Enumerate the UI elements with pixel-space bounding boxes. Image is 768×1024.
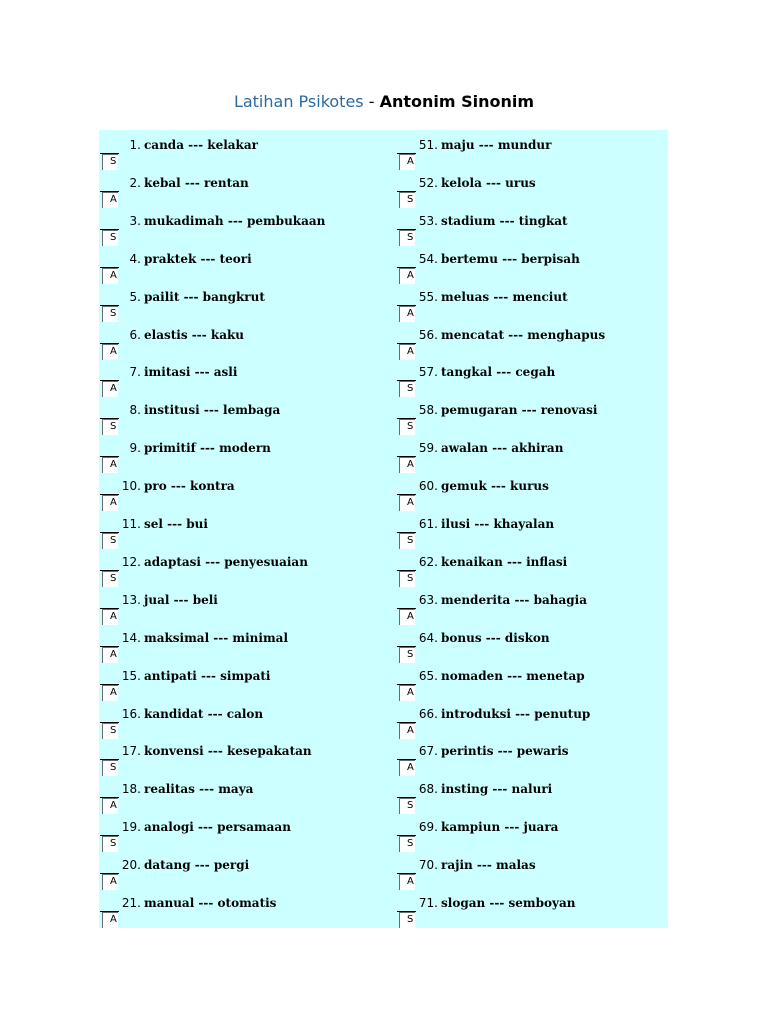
word-pair: gemuk --- kurus [441, 479, 549, 494]
word-pair: bertemu --- berpisah [441, 251, 580, 266]
question-item [99, 288, 369, 324]
question-number: 12. [121, 554, 141, 569]
question-number: 55. [418, 289, 438, 304]
question-number: 10. [121, 479, 141, 494]
question-number: 52. [418, 175, 438, 190]
question-number: 4. [129, 251, 141, 266]
question-item [99, 326, 369, 362]
answer-box[interactable]: S [399, 571, 415, 587]
question-item [396, 401, 666, 437]
question-number: 8. [129, 403, 141, 418]
question-item [99, 553, 369, 589]
answer-box[interactable]: A [102, 609, 118, 625]
question-number: 15. [121, 668, 141, 683]
word-pair: rajin --- malas [441, 858, 536, 873]
question-item [396, 515, 666, 551]
question-item [396, 856, 666, 892]
question-item [396, 742, 666, 778]
question-item [396, 705, 666, 741]
question-item [396, 667, 666, 703]
answer-box[interactable]: A [399, 609, 415, 625]
answer-box[interactable]: S [399, 836, 415, 852]
word-pair: antipati --- simpati [144, 668, 271, 683]
page-title [0, 92, 768, 111]
word-pair: slogan --- semboyan [441, 896, 576, 910]
question-item [99, 401, 369, 437]
question-item [396, 136, 666, 172]
answer-box[interactable]: S [102, 154, 118, 170]
question-item [99, 591, 369, 627]
question-number: 58. [418, 403, 438, 418]
question-item [396, 629, 666, 665]
word-pair: analogi --- persamaan [144, 820, 291, 835]
answer-box[interactable]: S [399, 647, 415, 663]
word-pair: pemugaran --- renovasi [441, 403, 598, 418]
word-pair: introduksi --- penutup [441, 706, 591, 721]
question-number: 20. [121, 858, 141, 873]
word-pair: konvensi --- kesepakatan [144, 744, 312, 759]
question-item [99, 250, 369, 286]
answer-box[interactable]: A [399, 268, 415, 284]
question-number: 1. [129, 138, 141, 152]
question-item [99, 363, 369, 399]
question-item [99, 780, 369, 816]
question-number: 9. [129, 441, 141, 456]
question-number: 54. [418, 251, 438, 266]
question-item [99, 818, 369, 854]
word-pair: adaptasi --- penyesuaian [144, 554, 308, 569]
answer-box[interactable]: A [102, 647, 118, 663]
answer-box[interactable]: A [399, 685, 415, 701]
word-pair: imitasi --- asli [144, 365, 238, 380]
question-number: 3. [129, 213, 141, 228]
question-item [99, 136, 369, 172]
question-number: 16. [121, 706, 141, 721]
question-number: 67. [418, 744, 438, 759]
question-number: 5. [129, 289, 141, 304]
answer-box[interactable]: A [102, 381, 118, 397]
question-number: 57. [418, 365, 438, 380]
question-item [396, 477, 666, 513]
word-pair: perintis --- pewaris [441, 744, 569, 759]
answer-box[interactable]: S [102, 230, 118, 246]
word-pair: insting --- naluri [441, 782, 553, 797]
question-item [396, 818, 666, 854]
question-item [396, 780, 666, 816]
answer-box[interactable]: A [399, 760, 415, 776]
question-number: 59. [418, 441, 438, 456]
answer-box[interactable]: S [399, 798, 415, 814]
word-pair: kebal --- rentan [144, 175, 249, 190]
question-number: 66. [418, 706, 438, 721]
question-item [99, 629, 369, 665]
word-pair: kampiun --- juara [441, 820, 559, 835]
question-item [396, 591, 666, 627]
question-number: 69. [418, 820, 438, 835]
question-item [99, 856, 369, 892]
answer-box[interactable]: A [102, 874, 118, 890]
word-pair: nomaden --- menetap [441, 668, 585, 683]
answer-box[interactable]: A [102, 912, 118, 928]
word-pair: mencatat --- menghapus [441, 327, 606, 342]
answer-box[interactable]: A [399, 306, 415, 322]
question-number: 61. [418, 517, 438, 531]
question-number: 18. [121, 782, 141, 797]
word-pair: stadium --- tingkat [441, 213, 568, 228]
question-number: 6. [129, 327, 141, 342]
answer-box[interactable]: S [399, 192, 415, 208]
answer-box[interactable]: A [399, 495, 415, 511]
answer-box[interactable]: A [102, 685, 118, 701]
word-pair: kelola --- urus [441, 175, 536, 190]
title-sub: Antonim Sinonim [379, 92, 535, 111]
word-pair: menderita --- bahagia [441, 592, 587, 607]
question-number: 14. [121, 630, 141, 645]
answer-box[interactable]: A [399, 344, 415, 360]
answer-box[interactable]: S [102, 419, 118, 435]
answer-box[interactable]: S [399, 230, 415, 246]
question-item [99, 477, 369, 513]
word-pair: tangkal --- cegah [441, 365, 556, 380]
answer-box[interactable]: A [102, 192, 118, 208]
word-pair: kandidat --- calon [144, 706, 264, 721]
answer-box[interactable]: A [102, 495, 118, 511]
question-item [396, 363, 666, 399]
answer-box[interactable]: A [399, 154, 415, 170]
answer-box[interactable]: S [399, 912, 415, 928]
question-number: 63. [418, 592, 438, 607]
answer-box[interactable]: A [102, 268, 118, 284]
question-number: 70. [418, 858, 438, 873]
answer-box[interactable]: S [102, 760, 118, 776]
question-number: 56. [418, 327, 438, 342]
question-number: 19. [121, 820, 141, 835]
question-item [99, 894, 369, 930]
word-pair: pro --- kontra [144, 479, 235, 494]
question-item [99, 439, 369, 475]
word-pair: ilusi --- khayalan [441, 517, 555, 531]
word-pair: institusi --- lembaga [144, 403, 281, 418]
word-pair: praktek --- teori [144, 251, 252, 266]
word-pair: maju --- mundur [441, 138, 552, 152]
question-number: 17. [121, 744, 141, 759]
word-pair: mukadimah --- pembukaan [144, 213, 326, 228]
word-pair: jual --- beli [144, 592, 218, 607]
question-number: 7. [129, 365, 141, 380]
question-number: 53. [418, 213, 438, 228]
question-item [396, 250, 666, 286]
word-pair: maksimal --- minimal [144, 630, 288, 645]
question-number: 68. [418, 782, 438, 797]
question-number: 51. [418, 138, 438, 152]
question-item [396, 288, 666, 324]
answer-box[interactable]: S [102, 723, 118, 739]
question-number: 71. [418, 896, 438, 910]
word-pair: datang --- pergi [144, 858, 250, 873]
answer-box[interactable]: S [399, 419, 415, 435]
answer-box[interactable]: A [399, 723, 415, 739]
answer-box[interactable]: A [102, 798, 118, 814]
question-number: 2. [129, 175, 141, 190]
question-item [99, 174, 369, 210]
answer-box[interactable]: A [102, 457, 118, 473]
title-main: Latihan Psikotes [233, 92, 364, 111]
answer-box[interactable]: S [102, 533, 118, 549]
answer-box[interactable]: S [399, 533, 415, 549]
word-pair: sel --- bui [144, 517, 208, 531]
question-number: 11. [121, 517, 141, 531]
question-number: 62. [418, 554, 438, 569]
word-pair: realitas --- maya [144, 782, 254, 797]
word-pair: elastis --- kaku [144, 327, 245, 342]
answer-box[interactable]: S [399, 381, 415, 397]
question-item [396, 553, 666, 589]
answer-box[interactable]: A [399, 874, 415, 890]
question-item [99, 667, 369, 703]
question-item [396, 894, 666, 930]
question-item [99, 515, 369, 551]
question-number: 21. [121, 896, 141, 910]
word-pair: pailit --- bangkrut [144, 289, 265, 304]
answer-box[interactable]: S [102, 306, 118, 322]
answer-box[interactable]: S [102, 836, 118, 852]
question-number: 60. [418, 479, 438, 494]
question-item [99, 212, 369, 248]
question-number: 64. [418, 630, 438, 645]
word-pair: kenaikan --- inflasi [441, 554, 568, 569]
question-item [99, 742, 369, 778]
question-sheet [99, 130, 668, 928]
question-item [396, 439, 666, 475]
question-item [396, 212, 666, 248]
question-item [396, 174, 666, 210]
word-pair: manual --- otomatis [144, 896, 277, 910]
question-item [99, 705, 369, 741]
word-pair: meluas --- menciut [441, 289, 568, 304]
word-pair: canda --- kelakar [144, 138, 258, 152]
word-pair: awalan --- akhiran [441, 441, 564, 456]
word-pair: primitif --- modern [144, 441, 271, 456]
title-separator: - [363, 92, 380, 111]
question-number: 13. [121, 592, 141, 607]
question-item [396, 326, 666, 362]
question-number: 65. [418, 668, 438, 683]
answer-box[interactable]: A [102, 344, 118, 360]
answer-box[interactable]: A [399, 457, 415, 473]
word-pair: bonus --- diskon [441, 630, 550, 645]
answer-box[interactable]: S [102, 571, 118, 587]
